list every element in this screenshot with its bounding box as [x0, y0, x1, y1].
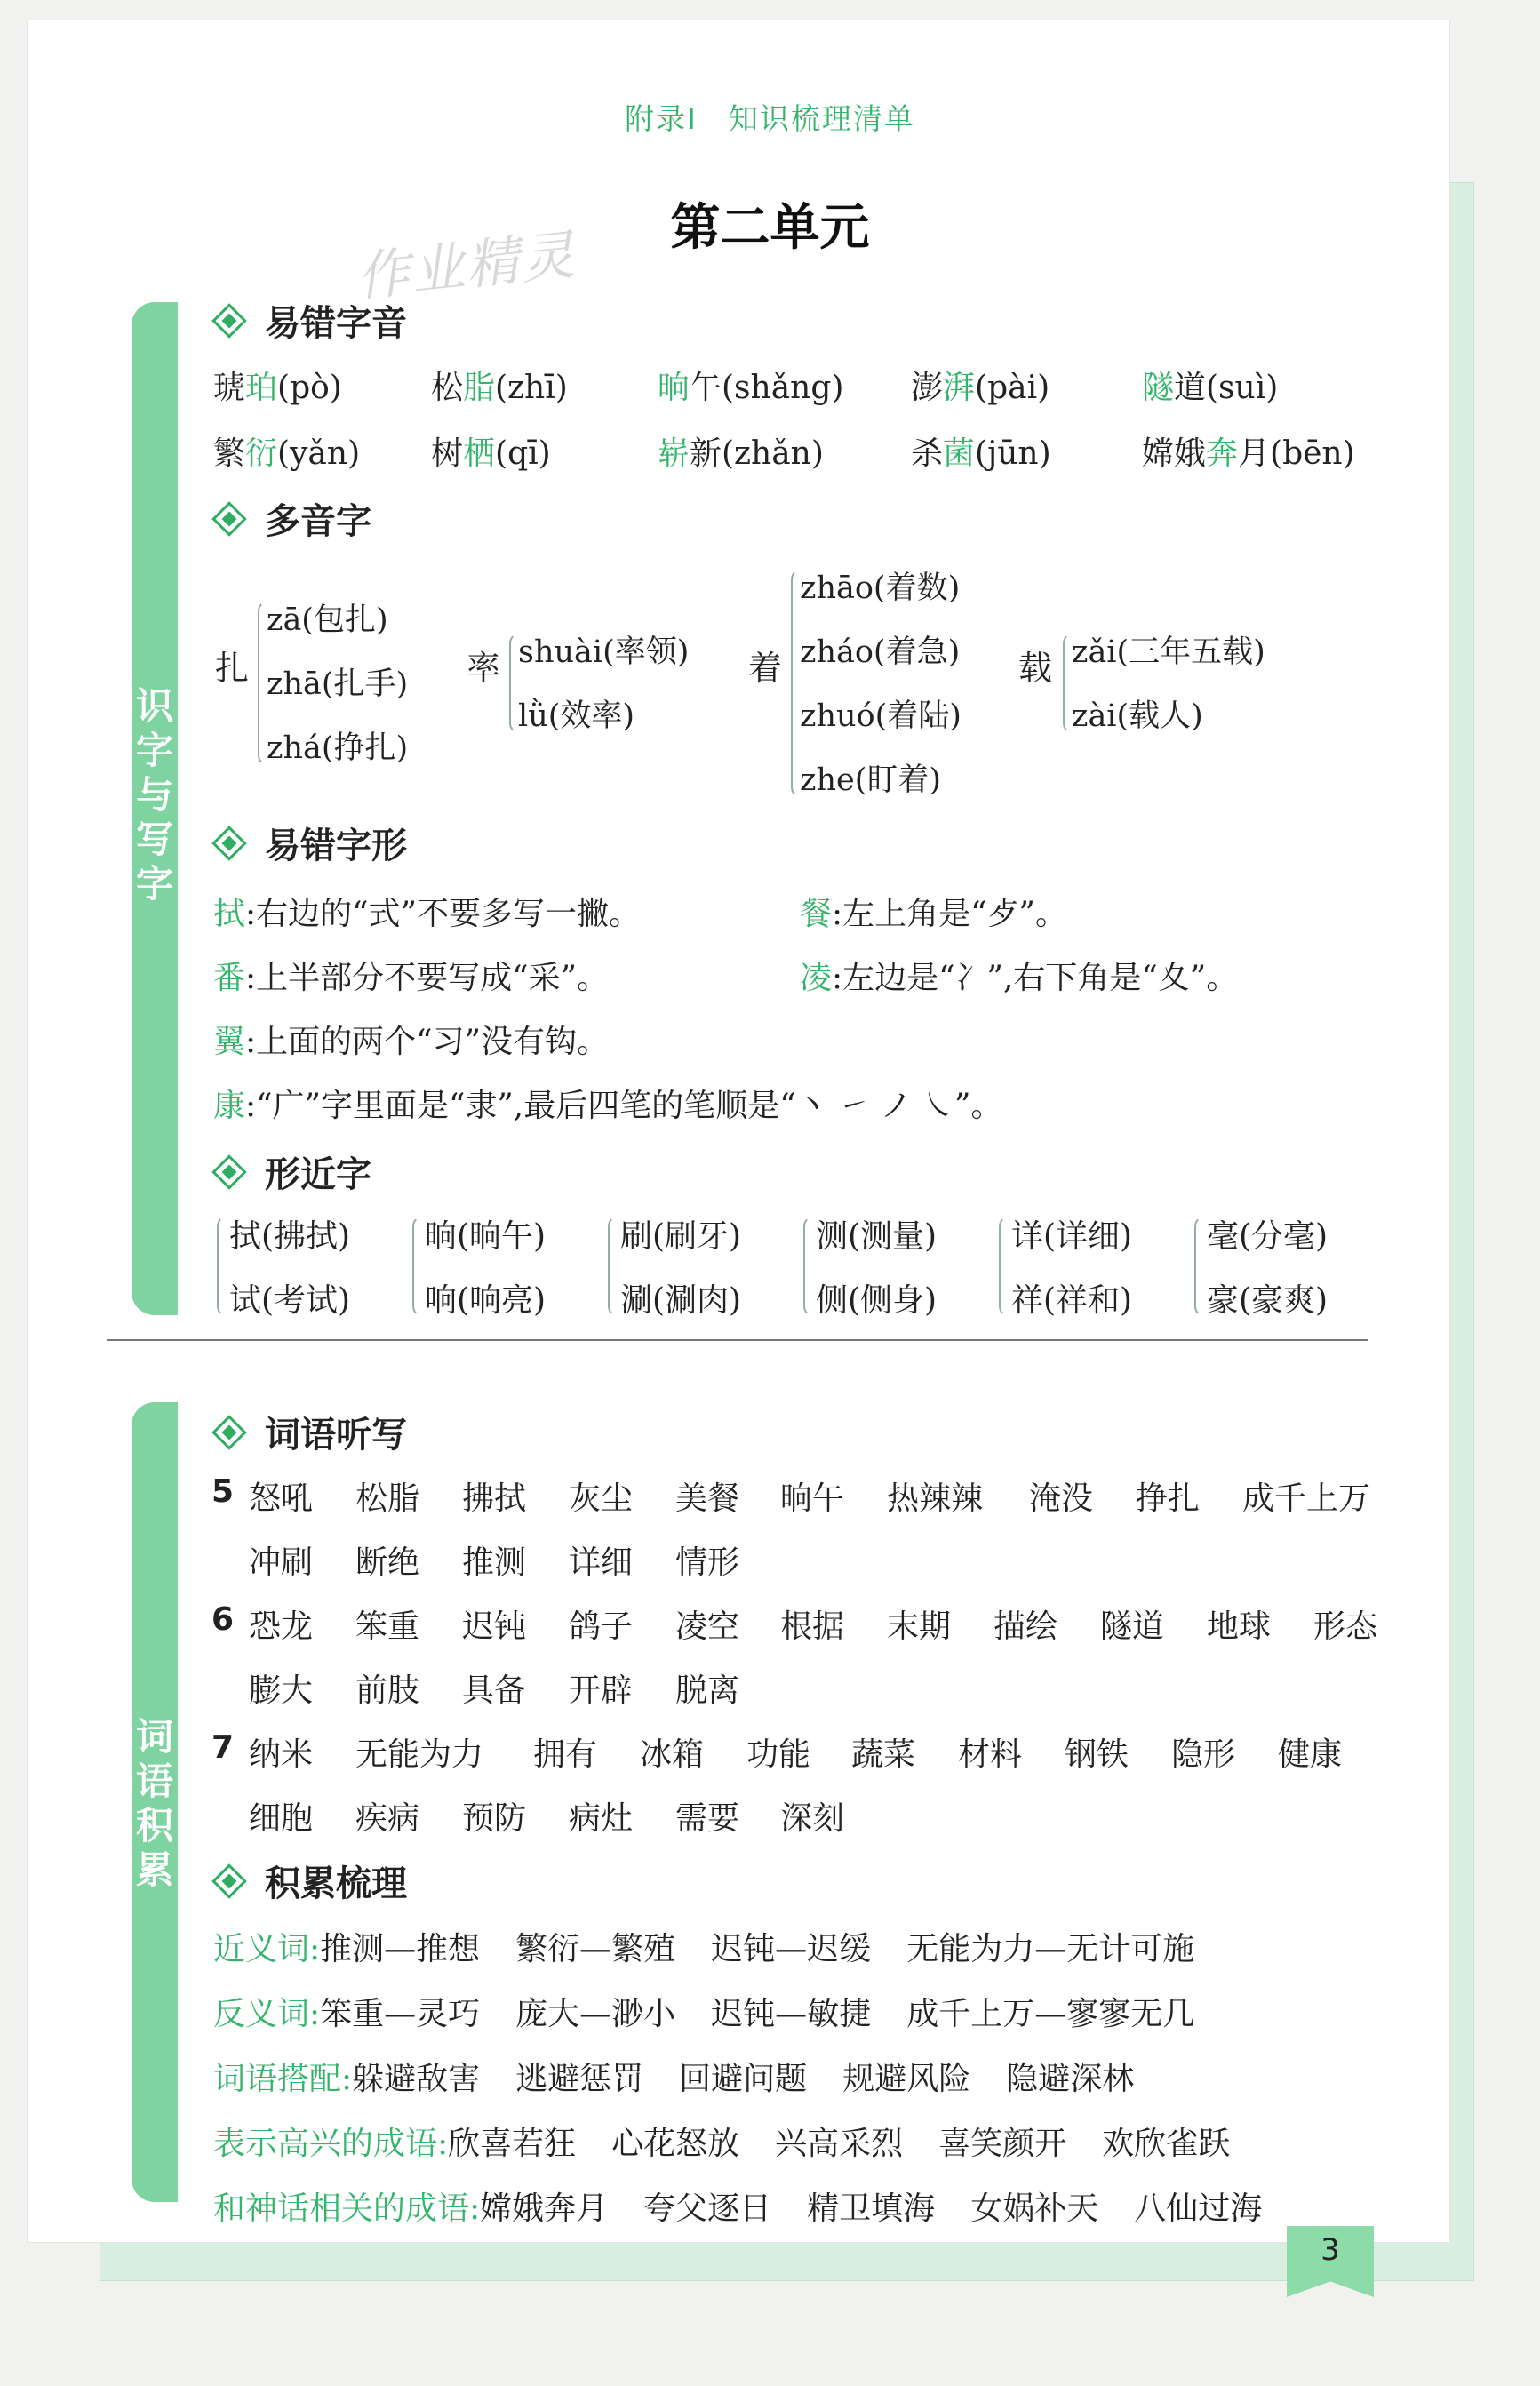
vocabulary-word: 推测: [462, 1544, 527, 1581]
vocabulary-word: 凌空: [675, 1608, 740, 1645]
sidebar-char: 识: [135, 684, 173, 728]
section-heading-similar: 形近字: [217, 1146, 371, 1197]
vocabulary-word: 膨大: [249, 1672, 314, 1709]
section-heading-pronunciation: 易错字音: [217, 295, 407, 346]
sidebar-char: 与: [135, 773, 173, 817]
vocabulary-word: 笨重: [355, 1608, 420, 1645]
polyphonic-reading: zhuó(着陆): [800, 698, 962, 734]
similar-char: 拭(拂拭): [229, 1218, 351, 1255]
polyphonic-reading: zhá(挣扎): [267, 730, 409, 766]
polyphonic-char: 扎: [215, 649, 250, 688]
sidebar-char: 写: [135, 818, 173, 861]
lesson-number: 6: [211, 1601, 235, 1638]
vocabulary-word: 脱离: [675, 1672, 740, 1709]
accumulation-row: [213, 2054, 1134, 2099]
word-suffix: (qī): [495, 435, 551, 472]
sidebar-char: 积: [135, 1804, 173, 1847]
vocabulary-word: 灰尘: [569, 1480, 634, 1517]
vocabulary-word: 形态: [1313, 1608, 1378, 1645]
similar-char: 祥(祥和): [1011, 1282, 1133, 1319]
word-suffix: (jūn): [975, 435, 1051, 472]
highlighted-char: 晌: [658, 370, 690, 406]
polyphonic-char: 载: [1018, 649, 1053, 688]
glyph-note: :上半部分不要写成“采”。: [245, 960, 609, 996]
word-suffix: (yǎn): [277, 435, 361, 472]
similar-char: 豪(豪爽): [1207, 1282, 1329, 1319]
accumulation-item: 心花怒放: [611, 2126, 740, 2162]
glyph-char: 康: [213, 1088, 246, 1124]
vocabulary-word: 松脂: [355, 1480, 420, 1517]
vocabulary-word: 健康: [1278, 1736, 1343, 1773]
highlighted-char: 崭: [658, 435, 690, 472]
highlighted-char: 湃: [943, 370, 976, 406]
highlighted-char: 衍: [245, 435, 278, 472]
glyph-item: [213, 1017, 609, 1062]
glyph-note: :上面的两个“习”没有钩。: [245, 1024, 609, 1060]
lesson-number: 5: [211, 1473, 235, 1510]
vocabulary-word: 迟钝: [462, 1608, 527, 1645]
vocabulary-word: 晌午: [780, 1480, 845, 1517]
polyphonic-reading: zháo(着急): [800, 634, 961, 670]
polyphonic-reading: zhāo(着数): [800, 571, 961, 606]
similar-char: 详(详细): [1011, 1218, 1133, 1255]
highlighted-char: 奔: [1206, 435, 1239, 472]
accumulation-row: [213, 1989, 1194, 2034]
page-title: 第二单元: [670, 199, 870, 257]
vocabulary-word: 淹没: [1029, 1480, 1094, 1517]
section-heading-dictation: 词语听写: [217, 1407, 407, 1457]
polyphonic-reading: lǜ(效率): [518, 698, 635, 734]
polyphonic-char: 着: [748, 649, 783, 688]
accumulation-item: 女娲补天: [970, 2190, 1099, 2227]
word-prefix: 树: [431, 435, 464, 472]
accumulation-label: 和神话相关的成语:: [213, 2190, 481, 2227]
sidebar-char: 词: [135, 1715, 173, 1759]
vocabulary-word: 无能为力: [355, 1736, 484, 1773]
glyph-note: :左边是“冫”,右下角是“夊”。: [832, 960, 1239, 996]
page-number: 3: [1321, 2232, 1340, 2268]
brace-icon: [1194, 1216, 1205, 1317]
diamond-icon: [211, 1415, 247, 1450]
glyph-char: 拭: [213, 896, 246, 932]
diamond-icon: [211, 1154, 247, 1190]
word-suffix: 月(bēn): [1238, 435, 1355, 472]
pronunciation-item: [658, 428, 824, 474]
similar-char: 测(测量): [816, 1218, 938, 1255]
polyphonic-reading: zǎi(三年五载): [1072, 634, 1265, 670]
word-prefix: 嫦娥: [1142, 435, 1207, 472]
vocabulary-word: 功能: [746, 1736, 811, 1773]
accumulation-label: 词语搭配:: [213, 2061, 353, 2097]
pronunciation-item: [911, 363, 1049, 408]
page: [27, 20, 1450, 2243]
vocabulary-word: 挣扎: [1136, 1480, 1201, 1517]
vocabulary-word: 拂拭: [462, 1480, 527, 1517]
similar-char: 试(考试): [229, 1282, 351, 1319]
vocabulary-word: 怒吼: [249, 1480, 314, 1517]
section-heading-polyphonic: 多音字: [217, 493, 371, 544]
highlighted-char: 珀: [245, 370, 278, 406]
polyphonic-reading: zā(包扎): [267, 602, 388, 638]
accumulation-row: [213, 2119, 1230, 2164]
accumulation-item: 庞大—渺小: [515, 1996, 676, 2032]
vocabulary-word: 热辣辣: [887, 1480, 984, 1517]
accumulation-item: 嫦娥奔月: [480, 2190, 609, 2227]
accumulation-label: 近义词:: [213, 1931, 321, 1967]
accumulation-label: 反义词:: [213, 1996, 321, 2032]
glyph-char: 翼: [213, 1024, 246, 1060]
sidebar-text: [132, 1715, 178, 1893]
similar-char: 响(响亮): [425, 1282, 547, 1319]
vocabulary-word: 冰箱: [640, 1736, 705, 1773]
accumulation-item: 繁衍—繁殖: [515, 1931, 676, 1967]
accumulation-item: 推测—推想: [320, 1931, 481, 1967]
similar-char: 毫(分毫): [1207, 1218, 1329, 1255]
vocabulary-word: 隐形: [1171, 1736, 1236, 1773]
brace-icon: [608, 1216, 618, 1317]
word-suffix: 道(suì): [1174, 370, 1279, 406]
polyphonic-char: 率: [467, 649, 501, 688]
vocabulary-word: 详细: [569, 1544, 634, 1581]
accumulation-item: 精卫填海: [807, 2190, 936, 2227]
vocabulary-word: 材料: [958, 1736, 1023, 1773]
accumulation-item: 迟钝—敏捷: [711, 1996, 872, 2032]
word-suffix: (pài): [975, 370, 1050, 406]
section-heading-glyph: 易错字形: [217, 818, 407, 868]
polyphonic-reading: zhe(盯着): [800, 762, 942, 798]
vocabulary-word: 疾病: [355, 1800, 420, 1837]
sidebar-char: 字: [135, 729, 173, 772]
vocabulary-word: 情形: [675, 1544, 740, 1581]
accumulation-item: 兴高采烈: [775, 2126, 904, 2162]
sidebar-label-literacy: [132, 684, 178, 906]
vocabulary-word: 前肢: [355, 1672, 420, 1709]
vocabulary-word: 细胞: [249, 1800, 314, 1837]
accumulation-item: 喜笑颜开: [938, 2126, 1067, 2162]
brace-icon: [217, 1216, 227, 1317]
vocabulary-word: 地球: [1207, 1608, 1272, 1645]
accumulation-item: 欢欣雀跃: [1102, 2126, 1231, 2162]
highlighted-char: 隧: [1142, 370, 1175, 406]
polyphonic-reading: shuài(率领): [518, 634, 690, 670]
glyph-char: 餐: [800, 896, 833, 932]
word-prefix: 杀: [911, 435, 944, 472]
accumulation-item: 夸父逐日: [643, 2190, 772, 2227]
running-header: 附录Ⅰ 知识梳理清单: [625, 101, 915, 136]
highlighted-char: 栖: [463, 435, 496, 472]
accumulation-item: 规避风险: [842, 2061, 971, 2097]
vocabulary-word: 深刻: [780, 1800, 845, 1837]
section-divider: [107, 1339, 1368, 1341]
accumulation-label: 表示高兴的成语:: [213, 2126, 449, 2162]
accumulation-item: 迟钝—迟缓: [711, 1931, 872, 1967]
word-prefix: 繁: [213, 435, 246, 472]
accumulation-row: [213, 1924, 1194, 1969]
similar-char: 涮(涮肉): [620, 1282, 742, 1319]
accumulation-item: 无能为力—无计可施: [906, 1931, 1195, 1967]
glyph-char: 番: [213, 960, 246, 996]
vocabulary-word: 末期: [887, 1608, 952, 1645]
lesson-number: 7: [211, 1729, 235, 1766]
accumulation-item: 成千上万—寥寥无几: [906, 1996, 1195, 2032]
vocabulary-word: 具备: [462, 1672, 527, 1709]
accumulation-item: 欣喜若狂: [448, 2126, 577, 2162]
brace-icon: [803, 1216, 814, 1317]
diamond-icon: [211, 1863, 247, 1899]
word-suffix: 午(shǎng): [690, 370, 844, 406]
glyph-item: [213, 953, 609, 998]
accumulation-item: 逃避惩罚: [515, 2061, 644, 2097]
similar-char: 侧(侧身): [816, 1282, 938, 1319]
sidebar-char: 字: [135, 862, 173, 906]
pronunciation-item: [213, 428, 360, 474]
vocabulary-word: 根据: [780, 1608, 845, 1645]
similar-char: 刷(刷牙): [620, 1218, 742, 1255]
vocabulary-word: 鸽子: [569, 1608, 634, 1645]
glyph-item: [213, 1081, 1002, 1126]
accumulation-item: 隐避深林: [1006, 2061, 1135, 2097]
word-suffix: (zhī): [495, 370, 568, 406]
vocabulary-word: 预防: [462, 1800, 527, 1837]
vocabulary-word: 病灶: [569, 1800, 634, 1837]
diamond-icon: [211, 303, 247, 339]
vocabulary-word: 拥有: [533, 1736, 598, 1773]
vocabulary-word: 描绘: [993, 1608, 1058, 1645]
vocabulary-word: 纳米: [249, 1736, 314, 1773]
vocabulary-word: 钢铁: [1065, 1736, 1129, 1773]
vocabulary-word: 恐龙: [249, 1608, 314, 1645]
similar-char: 晌(晌午): [425, 1218, 547, 1255]
brace-icon: [999, 1216, 1009, 1317]
accumulation-item: 八仙过海: [1134, 2190, 1263, 2227]
pronunciation-item: [911, 428, 1051, 474]
vocabulary-word: 冲刷: [249, 1544, 314, 1581]
glyph-item: [800, 953, 1238, 998]
word-prefix: 松: [431, 370, 464, 406]
pronunciation-item: [213, 363, 342, 408]
sidebar-char: 语: [135, 1760, 173, 1803]
pronunciation-item: [431, 363, 568, 408]
glyph-item: [213, 889, 641, 934]
watermark: 作业精灵: [353, 224, 579, 309]
word-suffix: (pò): [277, 370, 342, 406]
word-prefix: 澎: [911, 370, 944, 406]
glyph-note: :右边的“式”不要多写一撇。: [245, 896, 641, 932]
polyphonic-reading: zài(载人): [1072, 698, 1203, 734]
sidebar-char: 累: [135, 1848, 173, 1892]
accumulation-item: 回避问题: [679, 2061, 808, 2097]
polyphonic-reading: zhā(扎手): [267, 666, 409, 702]
glyph-item: [800, 889, 1067, 934]
vocabulary-word: 成千上万: [1242, 1480, 1371, 1517]
accumulation-row: [213, 2183, 1262, 2229]
diamond-icon: [211, 826, 247, 861]
vocabulary-word: 蔬菜: [851, 1736, 916, 1773]
highlighted-char: 菌: [943, 435, 976, 472]
diamond-icon: [211, 501, 247, 537]
pronunciation-item: [431, 428, 551, 474]
sidebar-label-vocabulary: [132, 1715, 178, 1893]
section-heading-accumulation: 积累梳理: [217, 1855, 407, 1906]
sidebar-text: [132, 684, 178, 906]
glyph-note: :左上角是“歺”。: [832, 896, 1067, 932]
word-prefix: 琥: [213, 370, 246, 406]
accumulation-item: 躲避敌害: [352, 2061, 481, 2097]
brace-icon: [412, 1216, 423, 1317]
vocabulary-word: 隧道: [1100, 1608, 1165, 1645]
pronunciation-item: [1142, 363, 1278, 408]
word-suffix: 新(zhǎn): [690, 435, 824, 472]
accumulation-item: 笨重—灵巧: [320, 1996, 481, 2032]
vocabulary-word: 需要: [675, 1800, 740, 1837]
highlighted-char: 脂: [463, 370, 496, 406]
vocabulary-word: 美餐: [675, 1480, 740, 1517]
pronunciation-item: [1142, 428, 1355, 474]
glyph-note: :“广”字里面是“隶”,最后四笔的笔顺是“丶 ㇀ ノ ㇏”。: [245, 1088, 1003, 1124]
vocabulary-word: 开辟: [569, 1672, 634, 1709]
glyph-char: 凌: [800, 960, 833, 996]
vocabulary-word: 断绝: [355, 1544, 420, 1581]
pronunciation-item: [658, 363, 843, 408]
